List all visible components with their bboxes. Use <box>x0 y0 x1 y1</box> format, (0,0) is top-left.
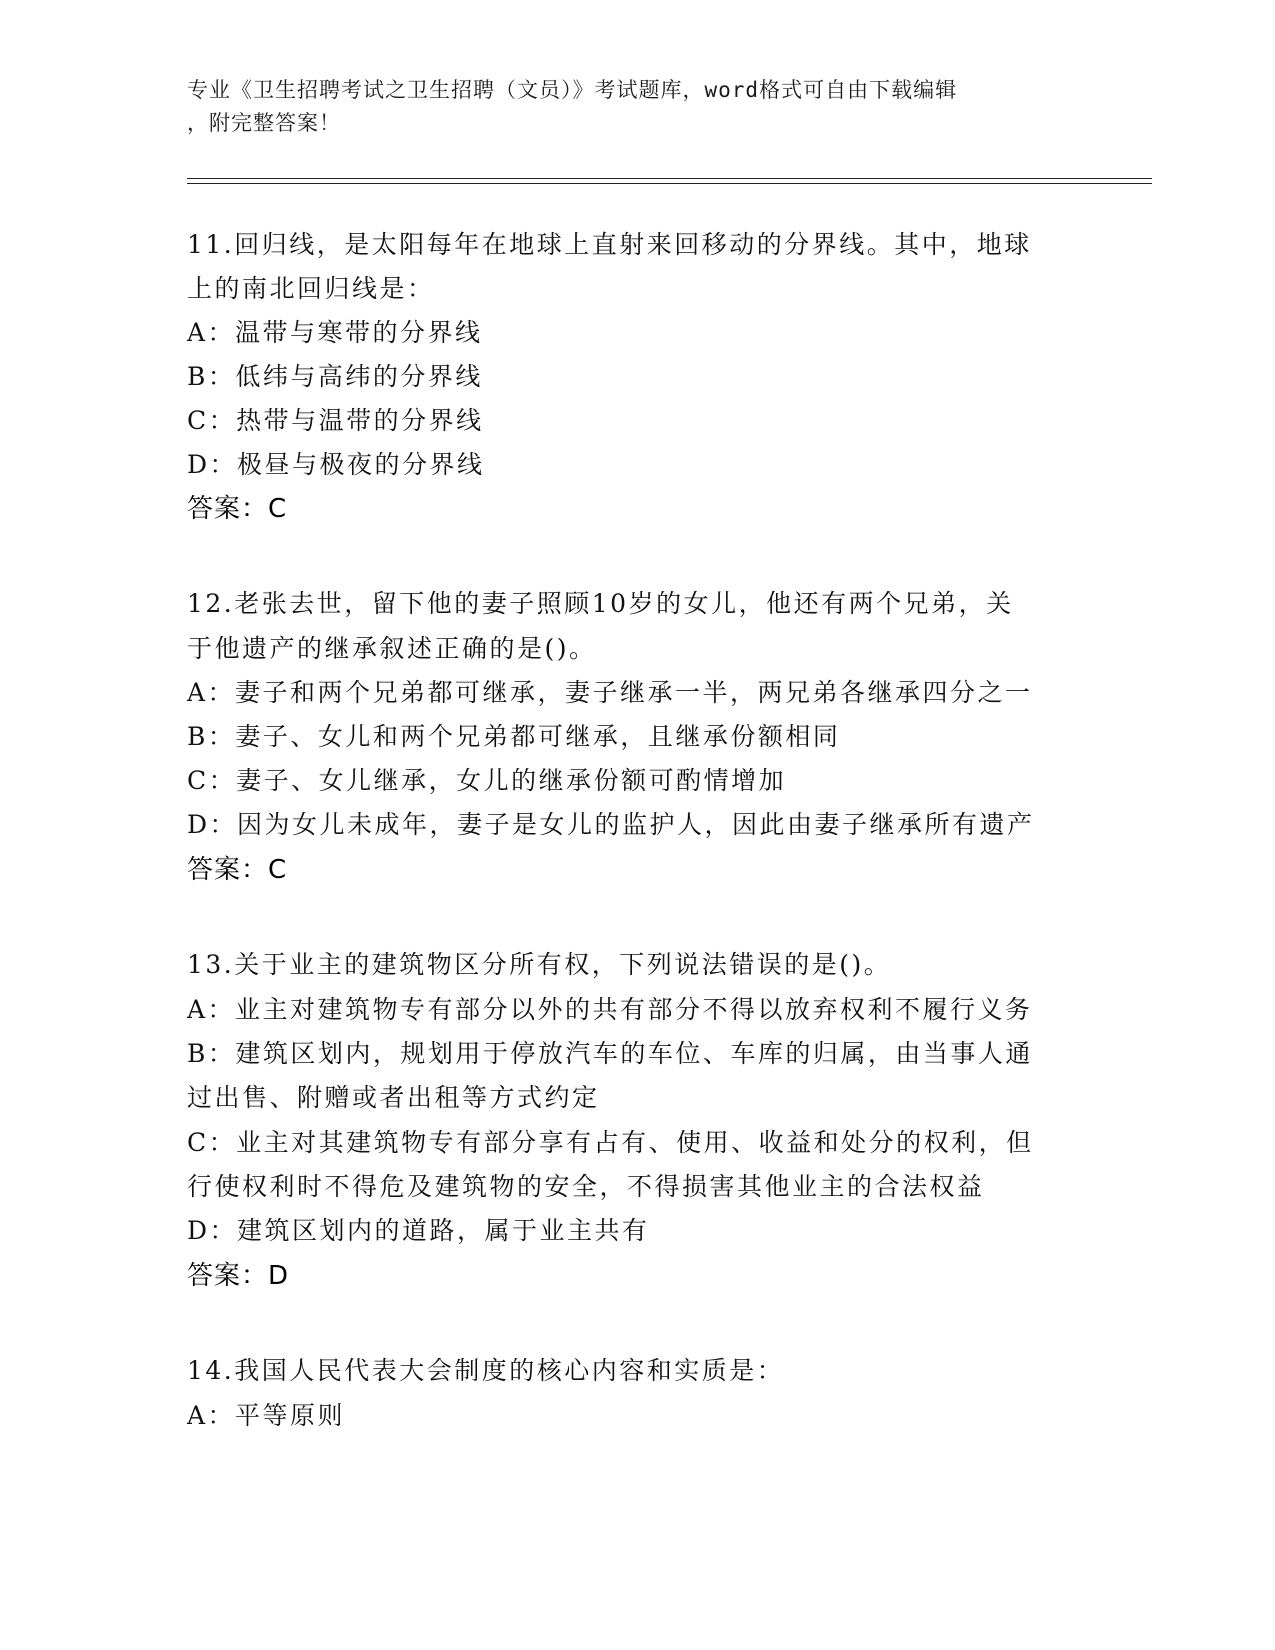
document-header <box>187 74 1067 140</box>
question-13-option-c-line-2: 行使权利时不得危及建筑物的安全，不得损害其他业主的合法权益 <box>187 1172 985 1201</box>
question-13-stem-line-1: 13.关于业主的建筑物区分所有权，下列说法错误的是()。 <box>187 950 892 979</box>
question-13-option-d: D：建筑区划内的道路，属于业主共有 <box>187 1216 650 1245</box>
question-12-answer: 答案：C <box>187 855 288 885</box>
question-11-option-d: D：极昼与极夜的分界线 <box>187 450 485 479</box>
header-line-1: 专业《卫生招聘考试之卫生招聘（文员）》考试题库，word格式可自由下载编辑 <box>187 78 958 102</box>
question-14-option-a: A：平等原则 <box>187 1401 346 1430</box>
question-11-option-b: B：低纬与高纬的分界线 <box>187 362 483 391</box>
header-divider-top <box>187 178 1152 179</box>
question-11-option-a: A：温带与寒带的分界线 <box>187 318 483 347</box>
question-12-option-d: D：因为女儿未成年，妻子是女儿的监护人，因此由妻子继承所有遗产 <box>187 810 1035 839</box>
question-11-option-c: C：热带与温带的分界线 <box>187 406 484 435</box>
question-13-answer: 答案：D <box>187 1261 290 1291</box>
question-13-option-b-line-2: 过出售、附赠或者出租等方式约定 <box>187 1083 600 1112</box>
question-12-stem-line-2: 于他遗产的继承叙述正确的是()。 <box>187 634 597 663</box>
question-11-stem-line-1: 11.回归线，是太阳每年在地球上直射来回移动的分界线。其中，地球 <box>187 230 1032 259</box>
question-12-option-b: B：妻子、女儿和两个兄弟都可继承，且继承份额相同 <box>187 722 841 751</box>
question-11-stem-line-2: 上的南北回归线是： <box>187 274 435 303</box>
question-11-answer: 答案：C <box>187 494 288 524</box>
question-13-option-a: A：业主对建筑物专有部分以外的共有部分不得以放弃权利不履行义务 <box>187 995 1033 1024</box>
question-13-option-b-line-1: B：建筑区划内，规划用于停放汽车的车位、车库的归属，由当事人通 <box>187 1039 1033 1068</box>
question-12-stem-line-1: 12.老张去世，留下他的妻子照顾10岁的女儿，他还有两个兄弟，关 <box>187 589 1014 618</box>
question-12-option-c: C：妻子、女儿继承，女儿的继承份额可酌情增加 <box>187 766 787 795</box>
question-12-option-a: A：妻子和两个兄弟都可继承，妻子继承一半，两兄弟各继承四分之一 <box>187 678 1033 707</box>
header-line-2: ，附完整答案！ <box>187 111 341 135</box>
header-divider-bottom <box>187 183 1152 184</box>
question-13-option-c-line-1: C：业主对其建筑物专有部分享有占有、使用、收益和处分的权利，但 <box>187 1128 1034 1157</box>
question-14-stem-line-1: 14.我国人民代表大会制度的核心内容和实质是： <box>187 1356 785 1385</box>
